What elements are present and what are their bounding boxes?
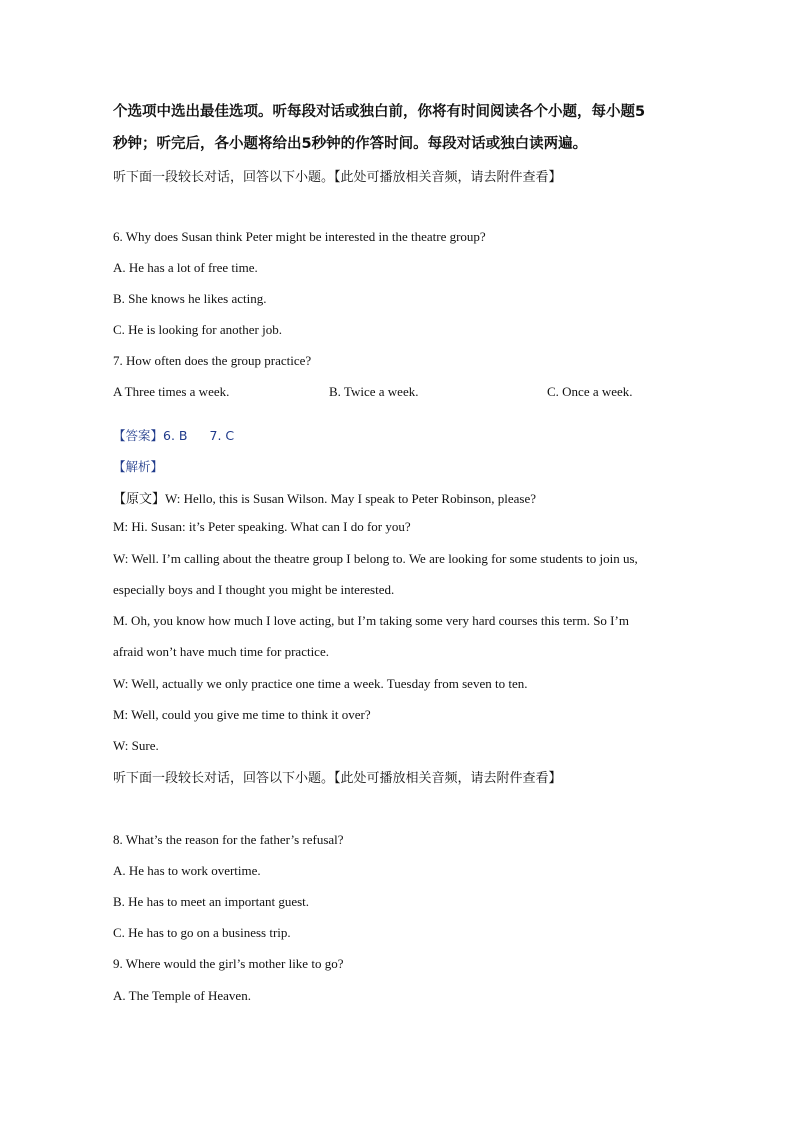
- question-8-option-a: A. He has to work overtime.: [113, 863, 261, 878]
- transcript-line-8: M: Well, could you give me time to think it over?: [113, 707, 371, 722]
- question-7: 7. How often does the group practice?: [113, 353, 312, 368]
- answer-line: [113, 426, 234, 444]
- question-6-option-b: B. She knows he likes acting.: [113, 291, 267, 306]
- question-8-option-c: C. He has to go on a business trip.: [113, 925, 291, 940]
- answer-label: 【答案】: [113, 428, 164, 443]
- question-8-option-b: B. He has to meet an important guest.: [113, 894, 310, 909]
- transcript-line-1: 【原文】W: Hello, this is Susan Wilson. May I speak to Peter Robinson, please?: [113, 491, 537, 506]
- analysis-label: 【解析】: [113, 459, 164, 474]
- transcript-line-7: W: Well, actually we only practice one time a week. Tuesday from seven to ten.: [113, 676, 528, 691]
- question-9: 9. Where would the girl’s mother like to go?: [113, 956, 344, 971]
- question-9-option-a: A. The Temple of Heaven.: [113, 988, 251, 1003]
- question-7-option-b: B. Twice a week.: [329, 384, 419, 399]
- transcript-line-4: especially boys and I thought you might be interested.: [113, 582, 395, 597]
- transcript-line-9: W: Sure.: [113, 738, 159, 753]
- instructions-line-2: 秒钟；听完后，各小题将给出5秒钟的作答时间。每段对话或独白读两遍。: [113, 136, 588, 152]
- question-6-option-a: A. He has a lot of free time.: [113, 260, 258, 275]
- instructions-line-1: 个选项中选出最佳选项。听每段对话或独白前，你将有时间阅读各个小题，每小题5: [113, 104, 646, 120]
- section2-prompt: 听下面一段较长对话，回答以下小题。【此处可播放相关音频，请去附件查看】: [113, 771, 562, 786]
- question-8: 8. What’s the reason for the father’s refusal?: [113, 832, 344, 847]
- answer-q7: 7. C: [209, 428, 235, 443]
- transcript-line-5: M. Oh, you know how much I love acting, but I’m taking some very hard courses this term. So I’m: [113, 613, 629, 628]
- section1-prompt: 听下面一段较长对话，回答以下小题。【此处可播放相关音频，请去附件查看】: [113, 170, 562, 185]
- question-7-option-a: A Three times a week.: [113, 384, 230, 399]
- question-7-option-c: C. Once a week.: [547, 384, 633, 399]
- transcript-line-6: afraid won’t have much time for practice.: [113, 644, 329, 659]
- answer-q6: 6. B: [163, 428, 188, 443]
- transcript-line-3: W: Well. I’m calling about the theatre group I belong to. We are looking for some students to join us,: [113, 551, 638, 566]
- question-6: 6. Why does Susan think Peter might be interested in the theatre group?: [113, 229, 486, 244]
- question-6-option-c: C. He is looking for another job.: [113, 322, 282, 337]
- transcript-line-2: M: Hi. Susan: it’s Peter speaking. What can I do for you?: [113, 519, 411, 534]
